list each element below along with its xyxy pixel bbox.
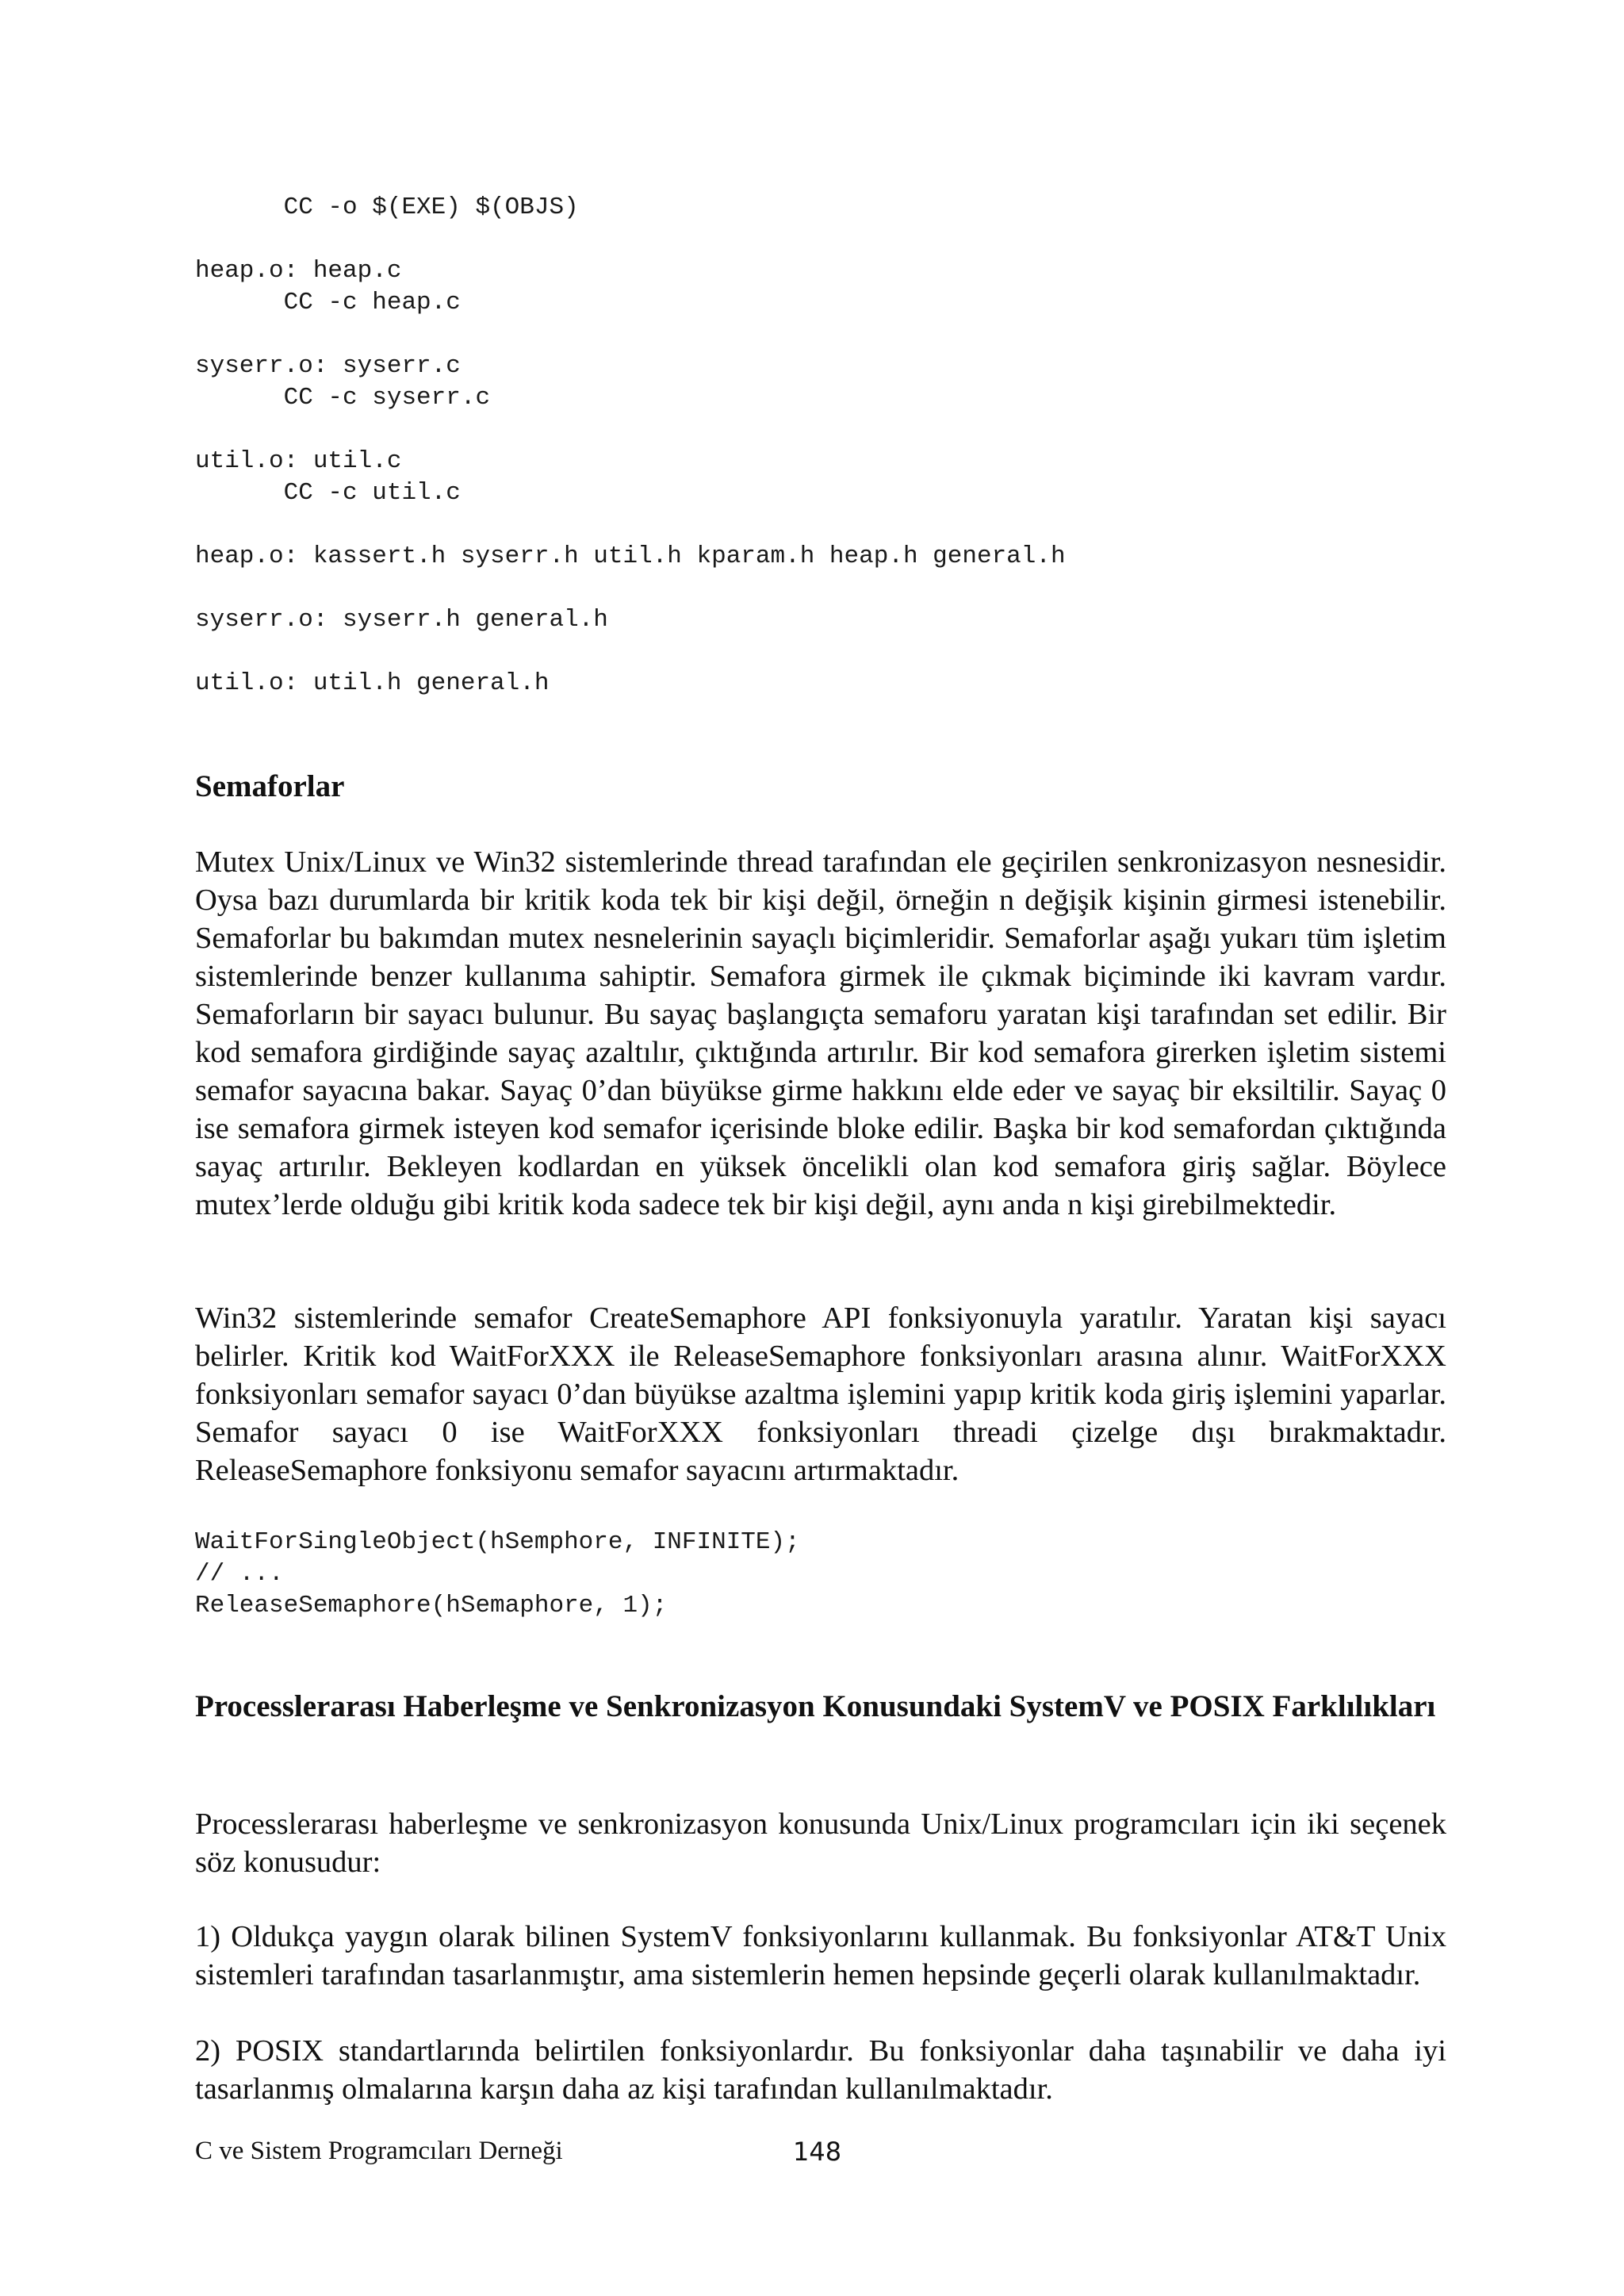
code-line: WaitForSingleObject(hSemphore, INFINITE); — [195, 1528, 800, 1556]
list-item-systemv: 1) Oldukça yaygın olarak bilinen SystemV fonksiyonlarını kullanmak. Bu fonksiyonlar AT&T Unix sistemleri tarafından tasarlanmıştır, ama sistemlerin hemen hepsinde geçerli olarak kullanılmaktadır. — [195, 1920, 1446, 1991]
code-line: heap.o: kassert.h syserr.h util.h kparam.h heap.h general.h — [195, 542, 1066, 570]
section-title-semaforlar: Semaforlar — [195, 769, 345, 803]
code-line: CC -c heap.c — [195, 289, 461, 316]
code-line: util.o: util.h general.h — [195, 669, 550, 697]
semaphore-code-block — [195, 1527, 800, 1622]
code-line: ReleaseSemaphore(hSemaphore, 1); — [195, 1592, 668, 1619]
makefile-code-block — [195, 192, 1066, 700]
ipc-paragraph-1: Processlerarası haberleşme ve senkronizasyon konusunda Unix/Linux programcıları için iki seçenek söz konusudur: — [195, 1807, 1446, 1879]
code-line: CC -o $(EXE) $(OBJS) — [195, 194, 579, 221]
code-line: CC -c util.c — [195, 479, 461, 507]
code-line: util.o: util.c — [195, 447, 402, 475]
code-line: syserr.o: syserr.c — [195, 352, 461, 380]
footer-organization: C ve Sistem Programcıları Derneği — [195, 2137, 563, 2165]
code-line: syserr.o: syserr.h general.h — [195, 606, 608, 634]
code-line: // ... — [195, 1560, 284, 1588]
list-item-posix: 2) POSIX standartlarında belirtilen fonksiyonlardır. Bu fonksiyonlar daha taşınabilir ve daha iyi tasarlanmış olmalarına karşın daha az kişi tarafından kullanılmaktadır. — [195, 2034, 1446, 2106]
code-line: CC -c syserr.c — [195, 384, 491, 412]
footer-page-number: 148 — [793, 2137, 842, 2167]
code-line: heap.o: heap.c — [195, 257, 402, 285]
section-title-ipc-differences: Processlerarası Haberleşme ve Senkronizasyon Konusundaki SystemV ve POSIX Farklılıkları — [195, 1689, 1436, 1723]
semaforlar-paragraph-2: Win32 sistemlerinde semafor CreateSemaphore API fonksiyonuyla yaratılır. Yaratan kişi sayacı belirler. Kritik kod WaitForXXX ile ReleaseSemaphore fonksiyonları arasına alınır. WaitForXXX fonksiyonları semafor sayacı 0’dan büyükse azaltma işlemini yapıp kritik koda giriş işlemini yaparlar. Semafor sayacı 0 ise WaitForXXX fonksiyonları threadi çizelge dışı bırakmaktadır. ReleaseSemaphore fonksiyonu semafor sayacını artırmaktadır. — [195, 1301, 1446, 1487]
semaforlar-paragraph-1: Mutex Unix/Linux ve Win32 sistemlerinde thread tarafından ele geçirilen senkronizasyon nesnesidir. Oysa bazı durumlarda bir kritik koda tek bir kişi değil, örneğin n değişik kişinin girmesi istenebilir. Semaforlar bu bakımdan mutex nesnelerinin sayaçlı biçimleridir. Semaforlar aşağı yukarı tüm işletim sistemlerinde benzer kullanıma sahiptir. Semafora girmek ile çıkmak biçiminde iki kavram vardır. Semaforların bir sayacı bulunur. Bu sayaç başlangıçta semaforu yaratan kişi tarafından set edilir. Bir kod semafora girdiğinde sayaç azaltılır, çıktığında artırılır. Bir kod semafora girerken işletim sistemi semafor sayacına bakar. Sayaç 0’dan büyükse girme hakkını elde eder ve sayaç bir eksiltilir. Sayaç 0 ise semafora girmek isteyen kod semafor içerisinde bloke edilir. Başka bir kod semafordan çıktığında sayaç artırılır. Bekleyen kodlardan en yüksek öncelikli olan kod semafora giriş sağlar. Böylece mutex’lerde olduğu gibi kritik koda sadece tek bir kişi değil, aynı anda n kişi girebilmektedir. — [195, 845, 1446, 1221]
